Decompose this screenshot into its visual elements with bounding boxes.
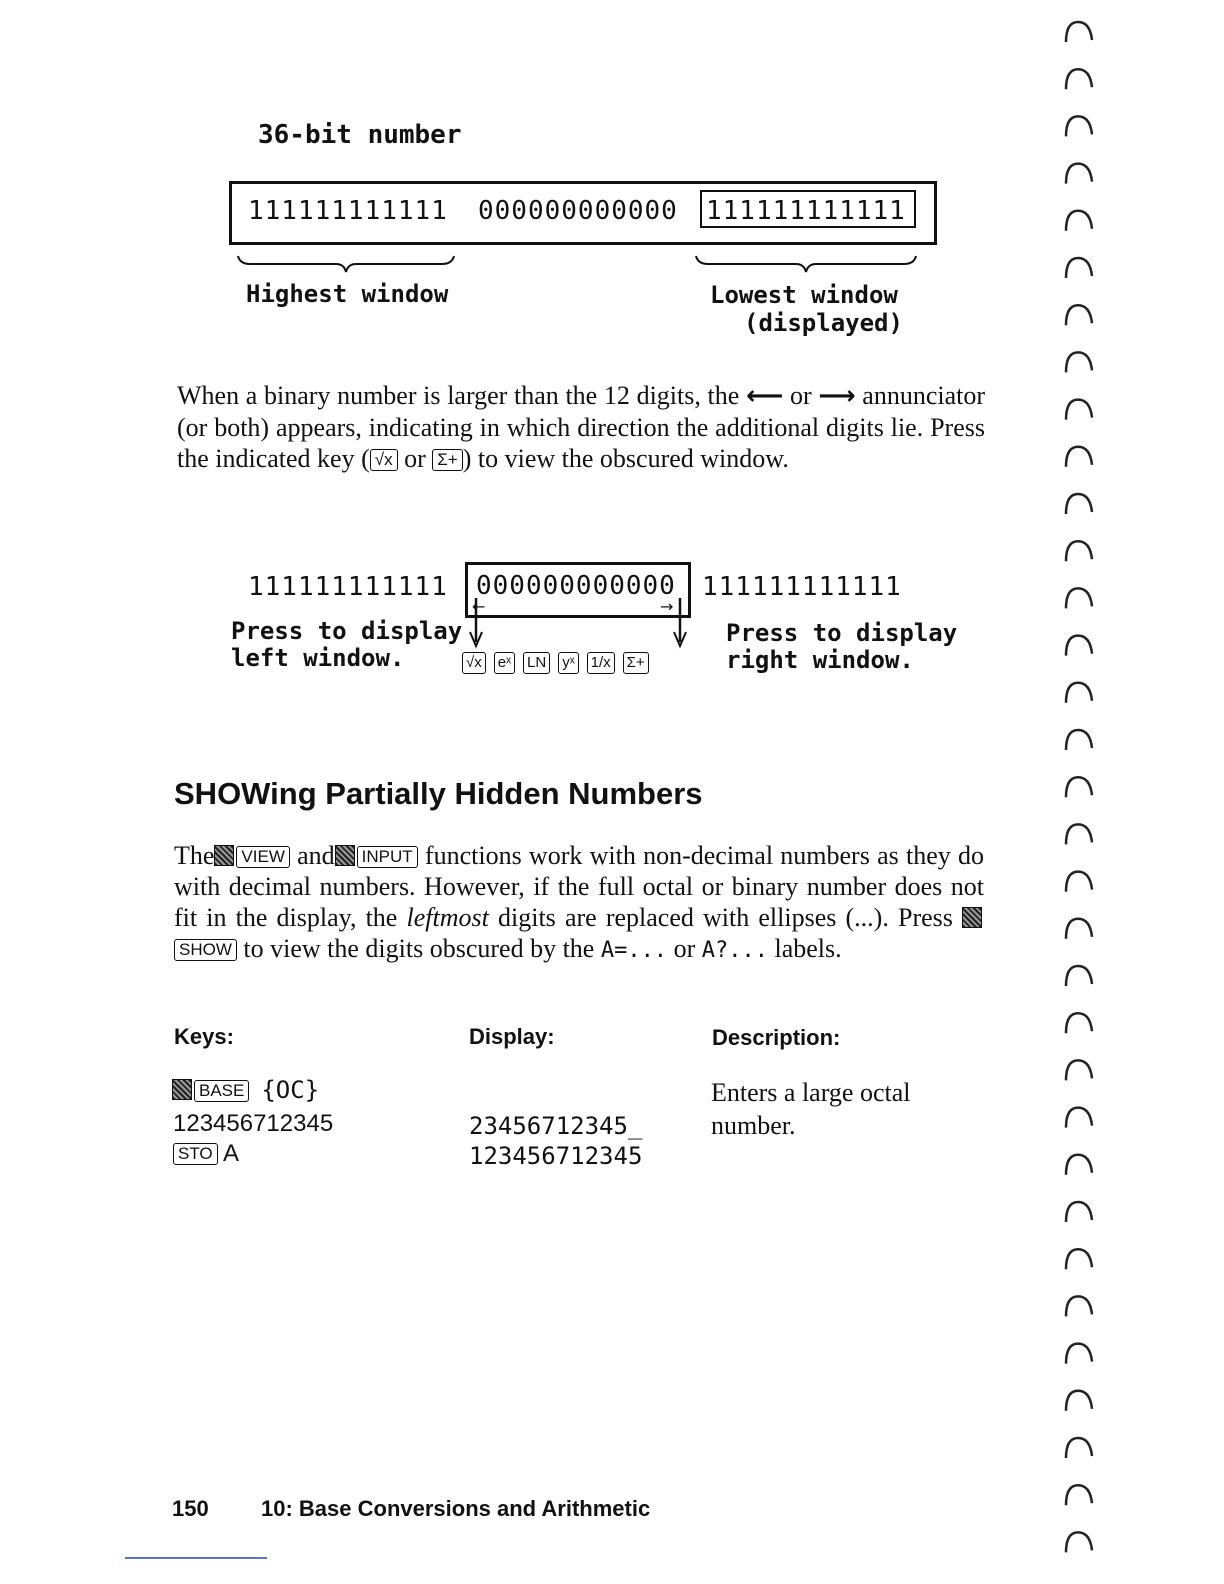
- binding-ring: [1066, 1013, 1092, 1033]
- binary-display-box: [229, 181, 937, 245]
- left-label-line2: left window.: [231, 644, 405, 672]
- keys-header: Keys:: [174, 1024, 234, 1049]
- sqrt-key: √x: [370, 449, 398, 471]
- right-annunciator: →: [660, 597, 674, 616]
- shift-key-icon: [214, 845, 234, 866]
- binding-ring: [1066, 919, 1092, 939]
- navigation-key-row: [462, 652, 649, 674]
- left-annunciator: ←: [472, 597, 486, 616]
- para1-or: or: [789, 381, 812, 410]
- left-window-instructions: [231, 618, 462, 672]
- spiral-binding: [1060, 16, 1104, 1566]
- right-label-line2: right window.: [726, 646, 914, 674]
- shift-key-icon: [335, 845, 355, 866]
- view-key: VIEW: [236, 846, 289, 868]
- binding-ring: [1066, 1108, 1092, 1128]
- para1-text-b: annunciator (or both) appears, indicating in which direction the additional digits lie. Press the indicated key (: [177, 381, 986, 473]
- display-header: Display:: [469, 1024, 555, 1049]
- nav-key-yx: yˣ: [558, 652, 578, 674]
- nav-key-reciprocal: 1/x: [587, 652, 615, 674]
- binding-ring: [1066, 494, 1092, 514]
- center-window-bits: 000000000000: [476, 571, 676, 601]
- binding-ring: [1066, 541, 1092, 561]
- lowest-window-brace: [696, 256, 916, 272]
- highest-window-label: Highest window: [246, 280, 449, 308]
- figure-caption: 36-bit number: [258, 120, 462, 150]
- binding-ring: [1066, 211, 1092, 231]
- binding-ring: [1066, 305, 1092, 325]
- description-header: Description:: [712, 1025, 841, 1050]
- para2-and: and: [297, 841, 335, 870]
- nav-key-ln: LN: [523, 652, 550, 674]
- shift-key-icon: [172, 1079, 192, 1100]
- right-label-line1: Press to display: [726, 619, 958, 647]
- displayed-label: (displayed): [744, 309, 903, 337]
- para2-text-2: digits are replaced with ellipses (...). Press: [498, 903, 953, 932]
- nav-key-ex: eˣ: [494, 652, 515, 674]
- binding-ring: [1066, 1249, 1092, 1269]
- binding-ring: [1066, 588, 1092, 608]
- sto-key: STO: [173, 1143, 218, 1165]
- show-paragraph: [174, 840, 984, 966]
- nav-key-sqrt: √x: [462, 652, 486, 674]
- para2-labels-end: labels.: [774, 934, 842, 963]
- right-arrow-icon: ⟶: [818, 381, 856, 411]
- binding-ring: [1066, 164, 1092, 184]
- binding-ring: [1066, 872, 1092, 892]
- high-bits: 111111111111: [248, 196, 448, 226]
- binding-ring: [1066, 1391, 1092, 1411]
- binding-ring: [1066, 730, 1092, 750]
- table-row: [173, 1140, 239, 1168]
- display-stored: 123456712345: [469, 1142, 643, 1170]
- binding-ring: [1066, 1438, 1092, 1458]
- label-a-equals: A=...: [600, 938, 668, 963]
- keys-digits-entry: 123456712345: [173, 1110, 334, 1137]
- binding-ring: [1066, 777, 1092, 797]
- binding-ring: [1066, 352, 1092, 372]
- binding-ring: [1066, 1485, 1092, 1505]
- pointer-arrows: [466, 596, 690, 650]
- binding-ring: [1066, 1532, 1092, 1552]
- binding-ring: [1066, 636, 1092, 656]
- binding-ring: [1066, 447, 1092, 467]
- right-window-bits: 111111111111: [702, 572, 902, 602]
- display-digits-entry: 23456712345_: [469, 1112, 643, 1140]
- shift-key-icon: [962, 907, 982, 928]
- binding-ring: [1066, 22, 1092, 42]
- binding-ring: [1066, 683, 1092, 703]
- binding-ring: [1066, 1344, 1092, 1364]
- binding-ring: [1066, 258, 1092, 278]
- right-window-instructions: [726, 620, 957, 674]
- low-bits-window: 111111111111: [700, 190, 916, 228]
- table-row: [172, 1076, 319, 1105]
- para2-text-3: to view the digits obscured by the: [243, 934, 595, 963]
- binding-ring: [1066, 1296, 1092, 1316]
- description-line2: number.: [711, 1111, 796, 1140]
- para1-text-a: When a binary number is larger than the 12 digits, the: [177, 381, 740, 410]
- chapter-title: 10: Base Conversions and Arithmetic: [261, 1496, 651, 1521]
- binding-ring: [1066, 116, 1092, 136]
- sigma-plus-key: Σ+: [432, 449, 462, 471]
- window-braces: [236, 252, 926, 276]
- binding-ring: [1066, 1155, 1092, 1175]
- bottom-edge-line: [125, 1557, 267, 1559]
- page-number: 150: [172, 1496, 209, 1521]
- binding-ring: [1066, 966, 1092, 986]
- para2-text-1: functions work with non-decimal numbers as they do with decimal numbers. However, if the full octal or binary number does not fit in the display, the: [174, 841, 984, 932]
- binding-ring: [1066, 824, 1092, 844]
- description-cell: [711, 1076, 910, 1142]
- binding-ring: [1066, 1202, 1092, 1222]
- para2-or: or: [673, 934, 696, 963]
- annunciator-paragraph: [177, 380, 985, 474]
- highest-window-brace: [238, 256, 454, 272]
- section-heading: SHOWing Partially Hidden Numbers: [174, 776, 703, 811]
- left-arrow-icon: ⟵: [746, 381, 784, 411]
- base-key: BASE: [194, 1080, 249, 1102]
- show-key: SHOW: [174, 939, 237, 961]
- binding-ring: [1066, 400, 1092, 420]
- register-a: A: [222, 1140, 239, 1167]
- binding-ring: [1066, 1060, 1092, 1080]
- label-a-query: A?...: [701, 938, 768, 963]
- lowest-window-label: Lowest window: [710, 281, 898, 309]
- para1-or2: or: [404, 444, 426, 473]
- oc-menu-key: {OC}: [261, 1076, 320, 1104]
- para2-leftmost: leftmost: [406, 903, 489, 932]
- left-label-line1: Press to display: [231, 617, 463, 645]
- description-line1: Enters a large octal: [711, 1078, 911, 1107]
- binding-rings: [1066, 22, 1092, 1552]
- nav-key-sigma: Σ+: [623, 652, 649, 674]
- para2-the: The: [174, 841, 215, 870]
- left-window-bits: 111111111111: [248, 572, 448, 602]
- binding-ring: [1066, 69, 1092, 89]
- mid-bits: 000000000000: [478, 196, 678, 226]
- para1-text-c: ) to view the obscured window.: [462, 444, 789, 473]
- input-key: INPUT: [357, 846, 418, 868]
